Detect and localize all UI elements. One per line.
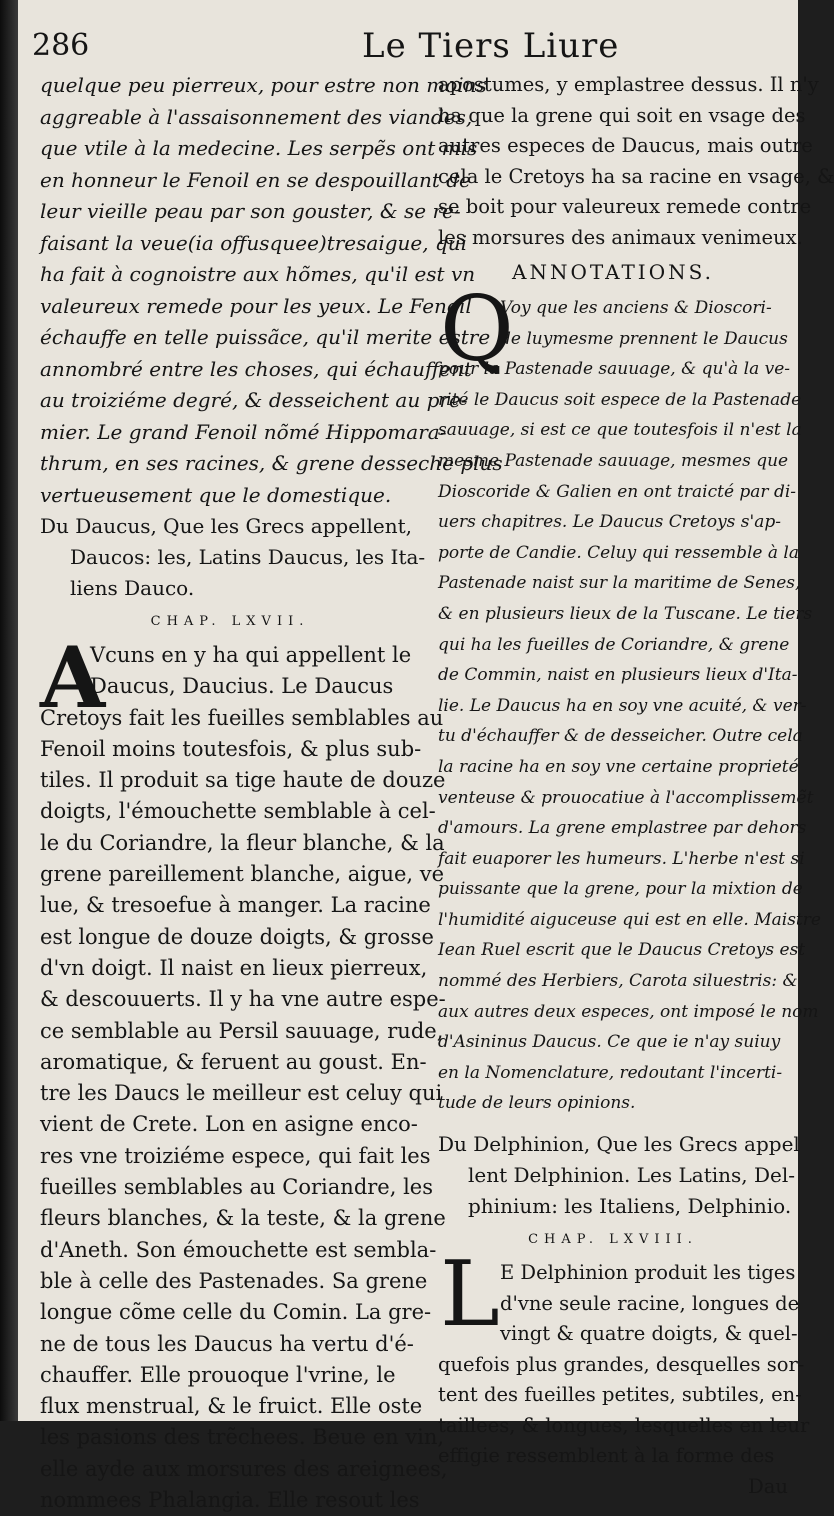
text-line: Daucus, Daucius. Le Daucus [90,674,394,699]
text-line: apostumes, y emplastree dessus. Il n'y [438,73,819,96]
text-line: doigts, l'émouchette semblable à cel- [40,799,436,824]
text-line: puissante que la grene, pour la mixtion de [438,879,803,900]
text-line: ce semblable au Persil sauuage, rude, [40,1018,444,1043]
text-line: vertueusement que le domestique. [40,482,392,507]
text-line: autres especes de Daucus, mais outre [438,134,813,157]
text-line: les pasions des trẽchees. Beue en vin, [40,1425,445,1450]
text-line: Fenoil moins toutesfois, & plus sub- [40,736,422,761]
text-line: rité le Daucus soit espece de la Pastenade [438,389,802,410]
chapter-heading: CHAP. LXVII. [150,614,310,629]
text-line: Iean Ruel escrit que le Daucus Cretoys est [438,940,806,961]
text-line: de luymesme prennent le Daucus [500,328,788,349]
text-line: quefois plus grandes, desquelles sor- [438,1352,805,1376]
text-line: faisant la veue(ia offusquee)tresaigue, qui [40,230,468,255]
text-line: quelque peu pierreux, pour estre non moins [40,73,487,97]
text-line: vingt & quatre doigts, & quel- [500,1322,798,1346]
text-line: se boit pour valeureux remede contre [438,195,812,218]
text-line: annombré entre les choses, qui échauffent [40,356,472,381]
text-line: Cretoys fait les fueilles semblables au [40,705,444,730]
text-line: & descouuerts. Il y ha vne autre espe- [40,987,446,1012]
text-line: effigie ressemblent à la forme des [438,1444,775,1468]
text-line: qui ha les fueilles de Coriandre, & grene [438,634,790,655]
text-line: est longue de douze doigts, & grosse [40,924,434,949]
text-line: grene pareillement blanche, aigue, ve [40,862,445,887]
text-line: porte de Candie. Celuy qui ressemble à la [438,542,800,563]
text-line: d'amours. La grene emplastree par dehors [438,818,807,839]
annotations-heading: ANNOTATIONS. [512,260,714,284]
section-title-line: Du Delphinion, Que les Grecs appel [438,1132,800,1157]
section-title-line: lent Delphinion. Les Latins, Del- [468,1163,796,1188]
text-line: aux autres deux especes, ont imposé le nom [438,1001,819,1022]
running-title: Le Tiers Liure [362,26,620,66]
chapter-body [438,1242,810,1502]
text-line: Dioscoride & Galien en ont traicté par di- [438,481,797,502]
text-line: ha fait à cognoistre aux hõmes, qu'il est vn [40,262,476,286]
section-title-line: Du Daucus, Que les Grecs appellent, [40,514,412,538]
text-line: flux menstrual, & le fruict. Elle oste [40,1394,423,1419]
text-line: aggreable à l'assaisonnement des viandes, [40,104,473,129]
text-line: mesme Pastenade sauuage, mesmes que [438,450,789,471]
text-line: Pastenade naist sur la maritime de Senes, [438,573,801,594]
text-line: Voy que les anciens & Dioscori- [500,298,772,318]
section-title-daucus [40,511,426,604]
text-line: pour la Pastenade sauuage, & qu'à la ve- [438,359,791,380]
text-line: aromatique, & feruent au goust. En- [40,1049,427,1074]
text-line: tu d'échauffer & de desseicher. Outre cela [438,726,803,747]
text-line: taillees, & longues, lesquelles en leur [438,1413,810,1437]
text-line: échauffe en telle puissãce, qu'il merite estre [40,325,491,349]
text-line: chauffer. Elle prouoque l'vrine, le [40,1362,396,1387]
text-line: d'Aneth. Son émouchette est sembla- [40,1237,437,1262]
text-line: fleurs blanches, & la teste, & la grene [40,1206,446,1231]
section-title-line: phinium: les Italiens, Delphinio. [468,1194,792,1219]
text-line: au troiziéme degré, & desseichent au pre- [40,388,468,412]
text-line: d'Asininus Daucus. Ce que ie n'ay suiuy [438,1032,781,1053]
text-line: Vcuns en y ha qui appellent le [90,643,412,667]
text-line: & en plusieurs lieux de la Tuscane. Le tiers [438,603,813,624]
text-line: les morsures des animaux venimeux. [438,225,803,249]
text-line: fueilles semblables au Coriandre, les [40,1175,434,1200]
left-italic-paragraph [40,70,503,511]
page-header [32,18,792,68]
right-top-paragraph [438,70,834,253]
text-line: fait euaporer les humeurs. L'herbe n'est si [438,848,805,869]
text-line: d'vn doigt. Il naist en lieux pierreux, [40,955,428,980]
text-line: que vtile à la medecine. Les serpẽs ont mis [40,136,478,160]
page-number: 286 [32,28,90,63]
text-line: longue cõme celle du Comin. La gre- [40,1300,432,1325]
text-line: E Delphinion produit les tiges [500,1261,796,1285]
text-line: nommees Phalangia. Elle resout les [40,1488,420,1513]
text-line: elle ayde aux morsures des areignees, [40,1456,448,1481]
text-line: valeureux remede pour les yeux. Le Fenoil [40,293,472,318]
catchword: Dau [748,1474,788,1498]
text-line: le du Coriandre, la fleur blanche, & la [40,830,445,855]
drop-cap-letter: L [440,1242,500,1348]
text-line: leur vieille peau par son gouster, & se re- [40,199,461,223]
text-line: de Commin, naist en plusieurs lieux d'Ita- [438,665,798,686]
text-line: l'humidité aiguceuse qui est en elle. Maistre [438,909,821,930]
drop-cap-letter: A [40,628,106,727]
text-line: venteuse & prouocatiue à l'accomplissemẽt [438,787,814,808]
annotations-body [438,277,821,1119]
section-title-line: Daucos: les, Latins Daucus, les Ita- [70,545,426,569]
text-line: en honneur le Fenoil en se despouillant de [40,167,471,192]
text-line: vient de Crete. Lon en asigne enco- [40,1112,418,1137]
section-title-line: liens Dauco. [70,576,195,600]
drop-cap-letter: Q [440,277,514,382]
section-title-delphinion [438,1129,800,1222]
text-line: cela le Cretoys ha sa racine en vsage, & [438,164,834,188]
text-line: ha que la grene qui soit en vsage des [438,103,806,127]
page-gutter-shadow [0,0,18,1421]
text-line: tiles. Il produit sa tige haute de douze [40,768,446,793]
text-line: thrum, en ses racines, & grene desseche plus [40,451,503,475]
text-line: ble à celle des Pastenades. Sa grene [40,1268,428,1293]
text-line: res vne troiziéme espece, qui fait les [40,1143,431,1168]
text-line: tude de leurs opinions. [438,1093,636,1114]
text-line: ne de tous les Daucus ha vertu d'é- [40,1331,414,1356]
text-line: uers chapitres. Le Daucus Cretoys s'ap- [438,512,781,533]
text-line: nommé des Herbiers, Carota siluestris: & [438,971,798,992]
text-line: d'vne seule racine, longues de [500,1291,800,1315]
text-line: lie. Le Daucus ha en soy vne acuité, & ver- [438,695,807,716]
left-column [40,70,503,1516]
text-line: en la Nomenclature, redoutant l'incerti- [438,1062,783,1083]
text-line: tre les Daucs le meilleur est celuy qui [40,1081,443,1106]
text-line: la racine ha en soy vne certaine proprieté [438,756,799,777]
text-line: mier. Le grand Fenoil nõmé Hippomara- [40,419,447,444]
text-line: tent des fueilles petites, subtiles, en- [438,1383,802,1407]
chapter-heading: CHAP. LXVIII. [528,1232,698,1248]
chapter-body [40,628,448,1516]
right-column [438,70,834,1502]
text-line: sauuage, si est ce que toutesfois il n'est la [438,420,802,441]
book-page [18,0,834,1513]
text-line: lue, & tresoefue à manger. La racine [40,893,431,918]
